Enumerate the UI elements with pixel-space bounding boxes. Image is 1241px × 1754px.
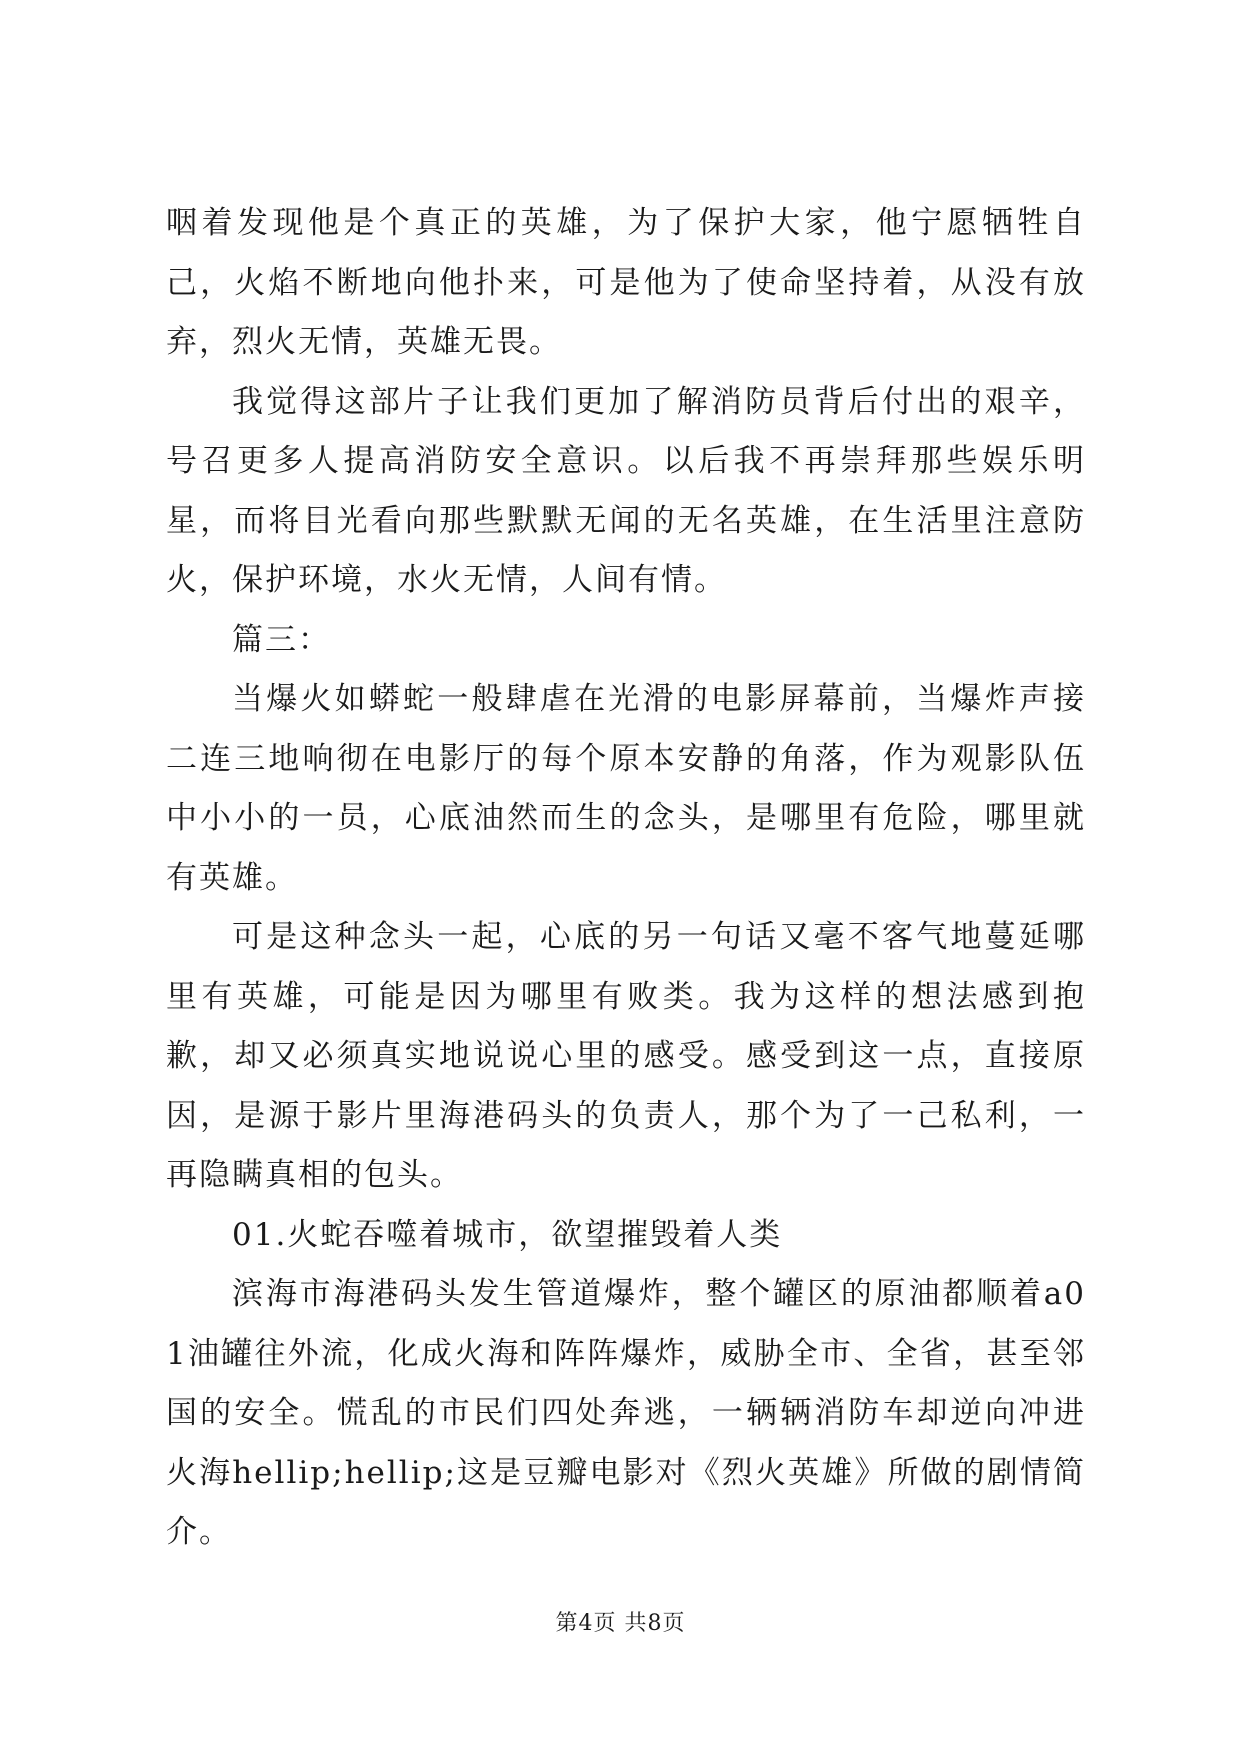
paragraph-4: 可是这种念头一起，心底的另一句话又毫不客气地蔓延哪里有英雄，可能是因为哪里有败类。我为这样的想法感到抱歉，却又必须真实地说说心里的感受。感受到这一点，直接原因，是源于影片里海港码头的负责人，那个为了一己私利，一再隐瞒真相的包头。 bbox=[166, 919, 1086, 1193]
paragraph-3: 当爆火如蟒蛇一般肆虐在光滑的电影屏幕前，当爆炸声接二连三地响彻在电影厅的每个原本安静的角落，作为观影队伍中小小的一员，心底油然而生的念头，是哪里有危险，哪里就有英雄。 bbox=[166, 681, 1086, 896]
document-body bbox=[166, 194, 1086, 1563]
subheading: 01.火蛇吞噬着城市，欲望摧毁着人类 bbox=[232, 1216, 783, 1253]
section-heading: 篇三： bbox=[232, 621, 331, 658]
paragraph-2: 我觉得这部片子让我们更加了解消防员背后付出的艰辛，号召更多人提高消防安全意识。以后我不再崇拜那些娱乐明星，而将目光看向那些默默无闻的无名英雄，在生活里注意防火，保护环境，水火无情，人间有情。 bbox=[166, 383, 1086, 598]
paragraph-1: 咽着发现他是个真正的英雄，为了保护大家，他宁愿牺牲自己，火焰不断地向他扑来，可是他为了使命坚持着，从没有放弃，烈火无情，英雄无畏。 bbox=[166, 205, 1086, 360]
page-footer: 第4页 共8页 bbox=[555, 1611, 686, 1636]
paragraph-5: 滨海市海港码头发生管道爆炸，整个罐区的原油都顺着a01油罐往外流，化成火海和阵阵爆炸，威胁全市、全省，甚至邻国的安全。慌乱的市民们四处奔逃，一辆辆消防车却逆向冲进火海hellip;hellip;这是豆瓣电影对《烈火英雄》所做的剧情简介。 bbox=[166, 1276, 1086, 1550]
